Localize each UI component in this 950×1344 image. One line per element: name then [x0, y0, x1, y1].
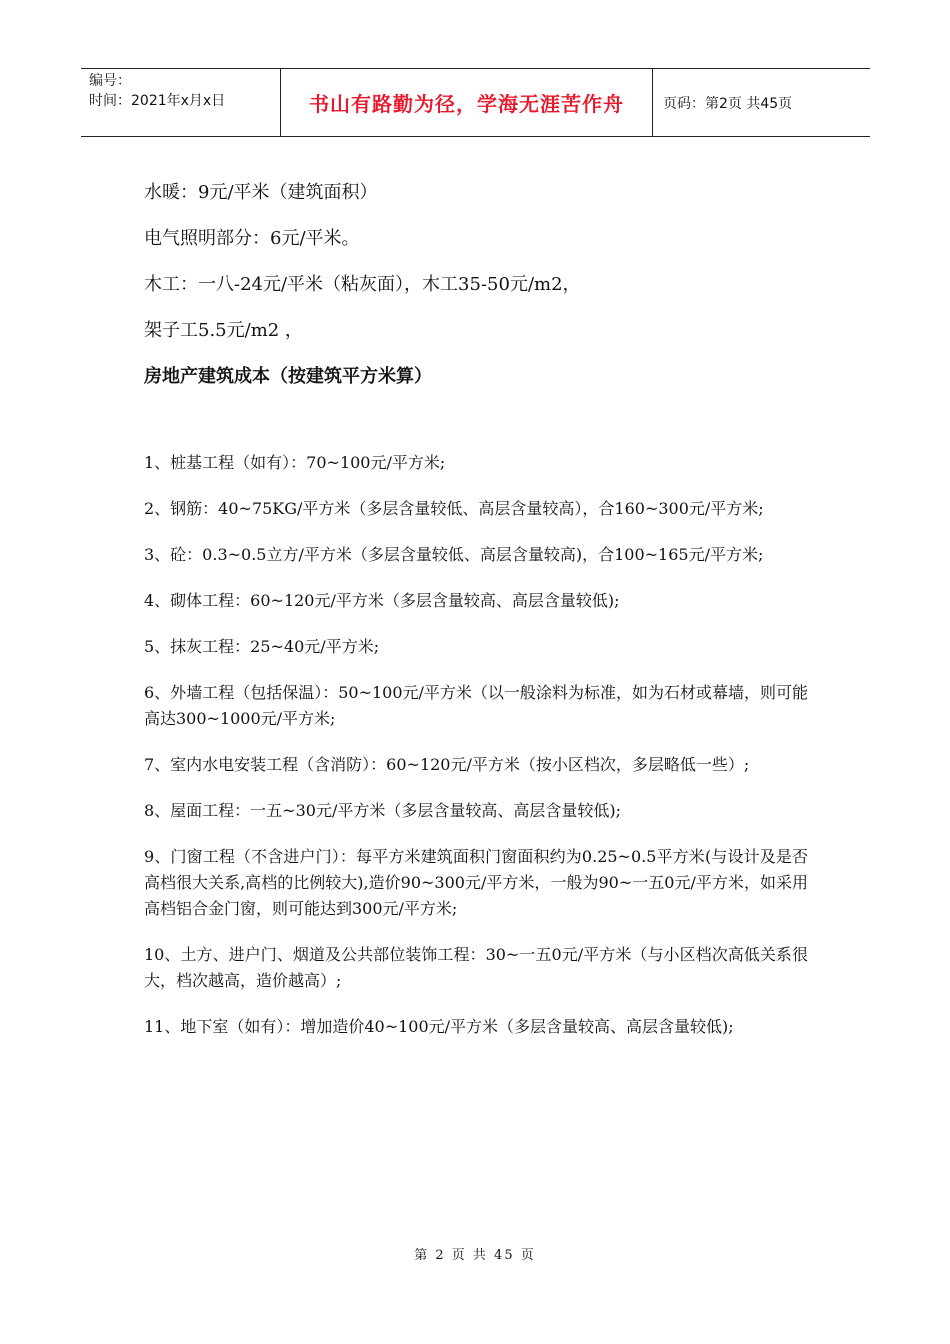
list-item: 5、抹灰工程：25~40元/平方米;	[144, 637, 380, 656]
list-item: 10、土方、进户门、烟道及公共部位装饰工程：30~一五0元/平方米（与小区档次高低关系很大，档次越高，造价越高）;	[144, 945, 808, 990]
list-item: 11、地下室（如有）：增加造价40~100元/平方米（多层含量较高、高层含量较低);	[144, 1017, 734, 1036]
section-heading: 房地产建筑成本（按建筑平方米算）	[144, 366, 432, 387]
header-meta	[81, 69, 281, 136]
list-item: 1、桩基工程（如有）：70~100元/平方米;	[144, 453, 446, 472]
list-item: 7、室内水电安装工程（含消防）：60~120元/平方米（按小区档次，多层略低一些）;	[144, 755, 750, 774]
water-heating-line: 水暖：9元/平米（建筑面积）	[144, 182, 378, 203]
list-item: 6、外墙工程（包括保温）：50~100元/平方米（以一般涂料为标准，如为石材或幕墙，则可能高达300~1000元/平方米;	[144, 683, 808, 728]
list-item: 4、砌体工程：60~120元/平方米（多层含量较高、高层含量较低);	[144, 591, 620, 610]
list-item: 8、屋面工程：一五~30元/平方米（多层含量较高、高层含量较低);	[144, 801, 621, 820]
footer-page-number: 第 2 页 共 45 页	[414, 1248, 536, 1263]
electrical-line: 电气照明部分：6元/平米。	[144, 228, 360, 249]
page-info-text: 页码：第2页 共45页	[663, 95, 793, 112]
scaffolding-line: 架子工5.5元/m2 ，	[144, 320, 303, 341]
number-label: 编号：	[89, 73, 131, 89]
page-header	[81, 68, 870, 137]
list-item: 2、钢筋：40~75KG/平方米（多层含量较低、高层含量较高），合160~300元/平方米;	[144, 499, 764, 518]
document-body	[144, 178, 808, 1060]
time-label: 时间：2021年x月x日	[89, 93, 226, 109]
carpentry-line: 木工：一八-24元/平米（粘灰面），木工35-50元/m2，	[144, 274, 581, 295]
header-page-info	[653, 69, 870, 136]
list-item: 3、砼：0.3~0.5立方/平方米（多层含量较低、高层含量较高)，合100~165元/平方米;	[144, 545, 764, 564]
header-motto-cell	[281, 69, 653, 136]
motto-text: 书山有路勤为径，学海无涯苦作舟	[309, 92, 624, 116]
page-footer	[0, 1244, 950, 1263]
list-item: 9、门窗工程（不含进户门）：每平方米建筑面积门窗面积约为0.25~0.5平方米(与设计及是否高档很大关系,高档的比例较大),造价90~300元/平方米，一般为90~一五0元/平方米，如采用高档铝合金门窗，则可能达到300元/平方米;	[144, 847, 808, 918]
